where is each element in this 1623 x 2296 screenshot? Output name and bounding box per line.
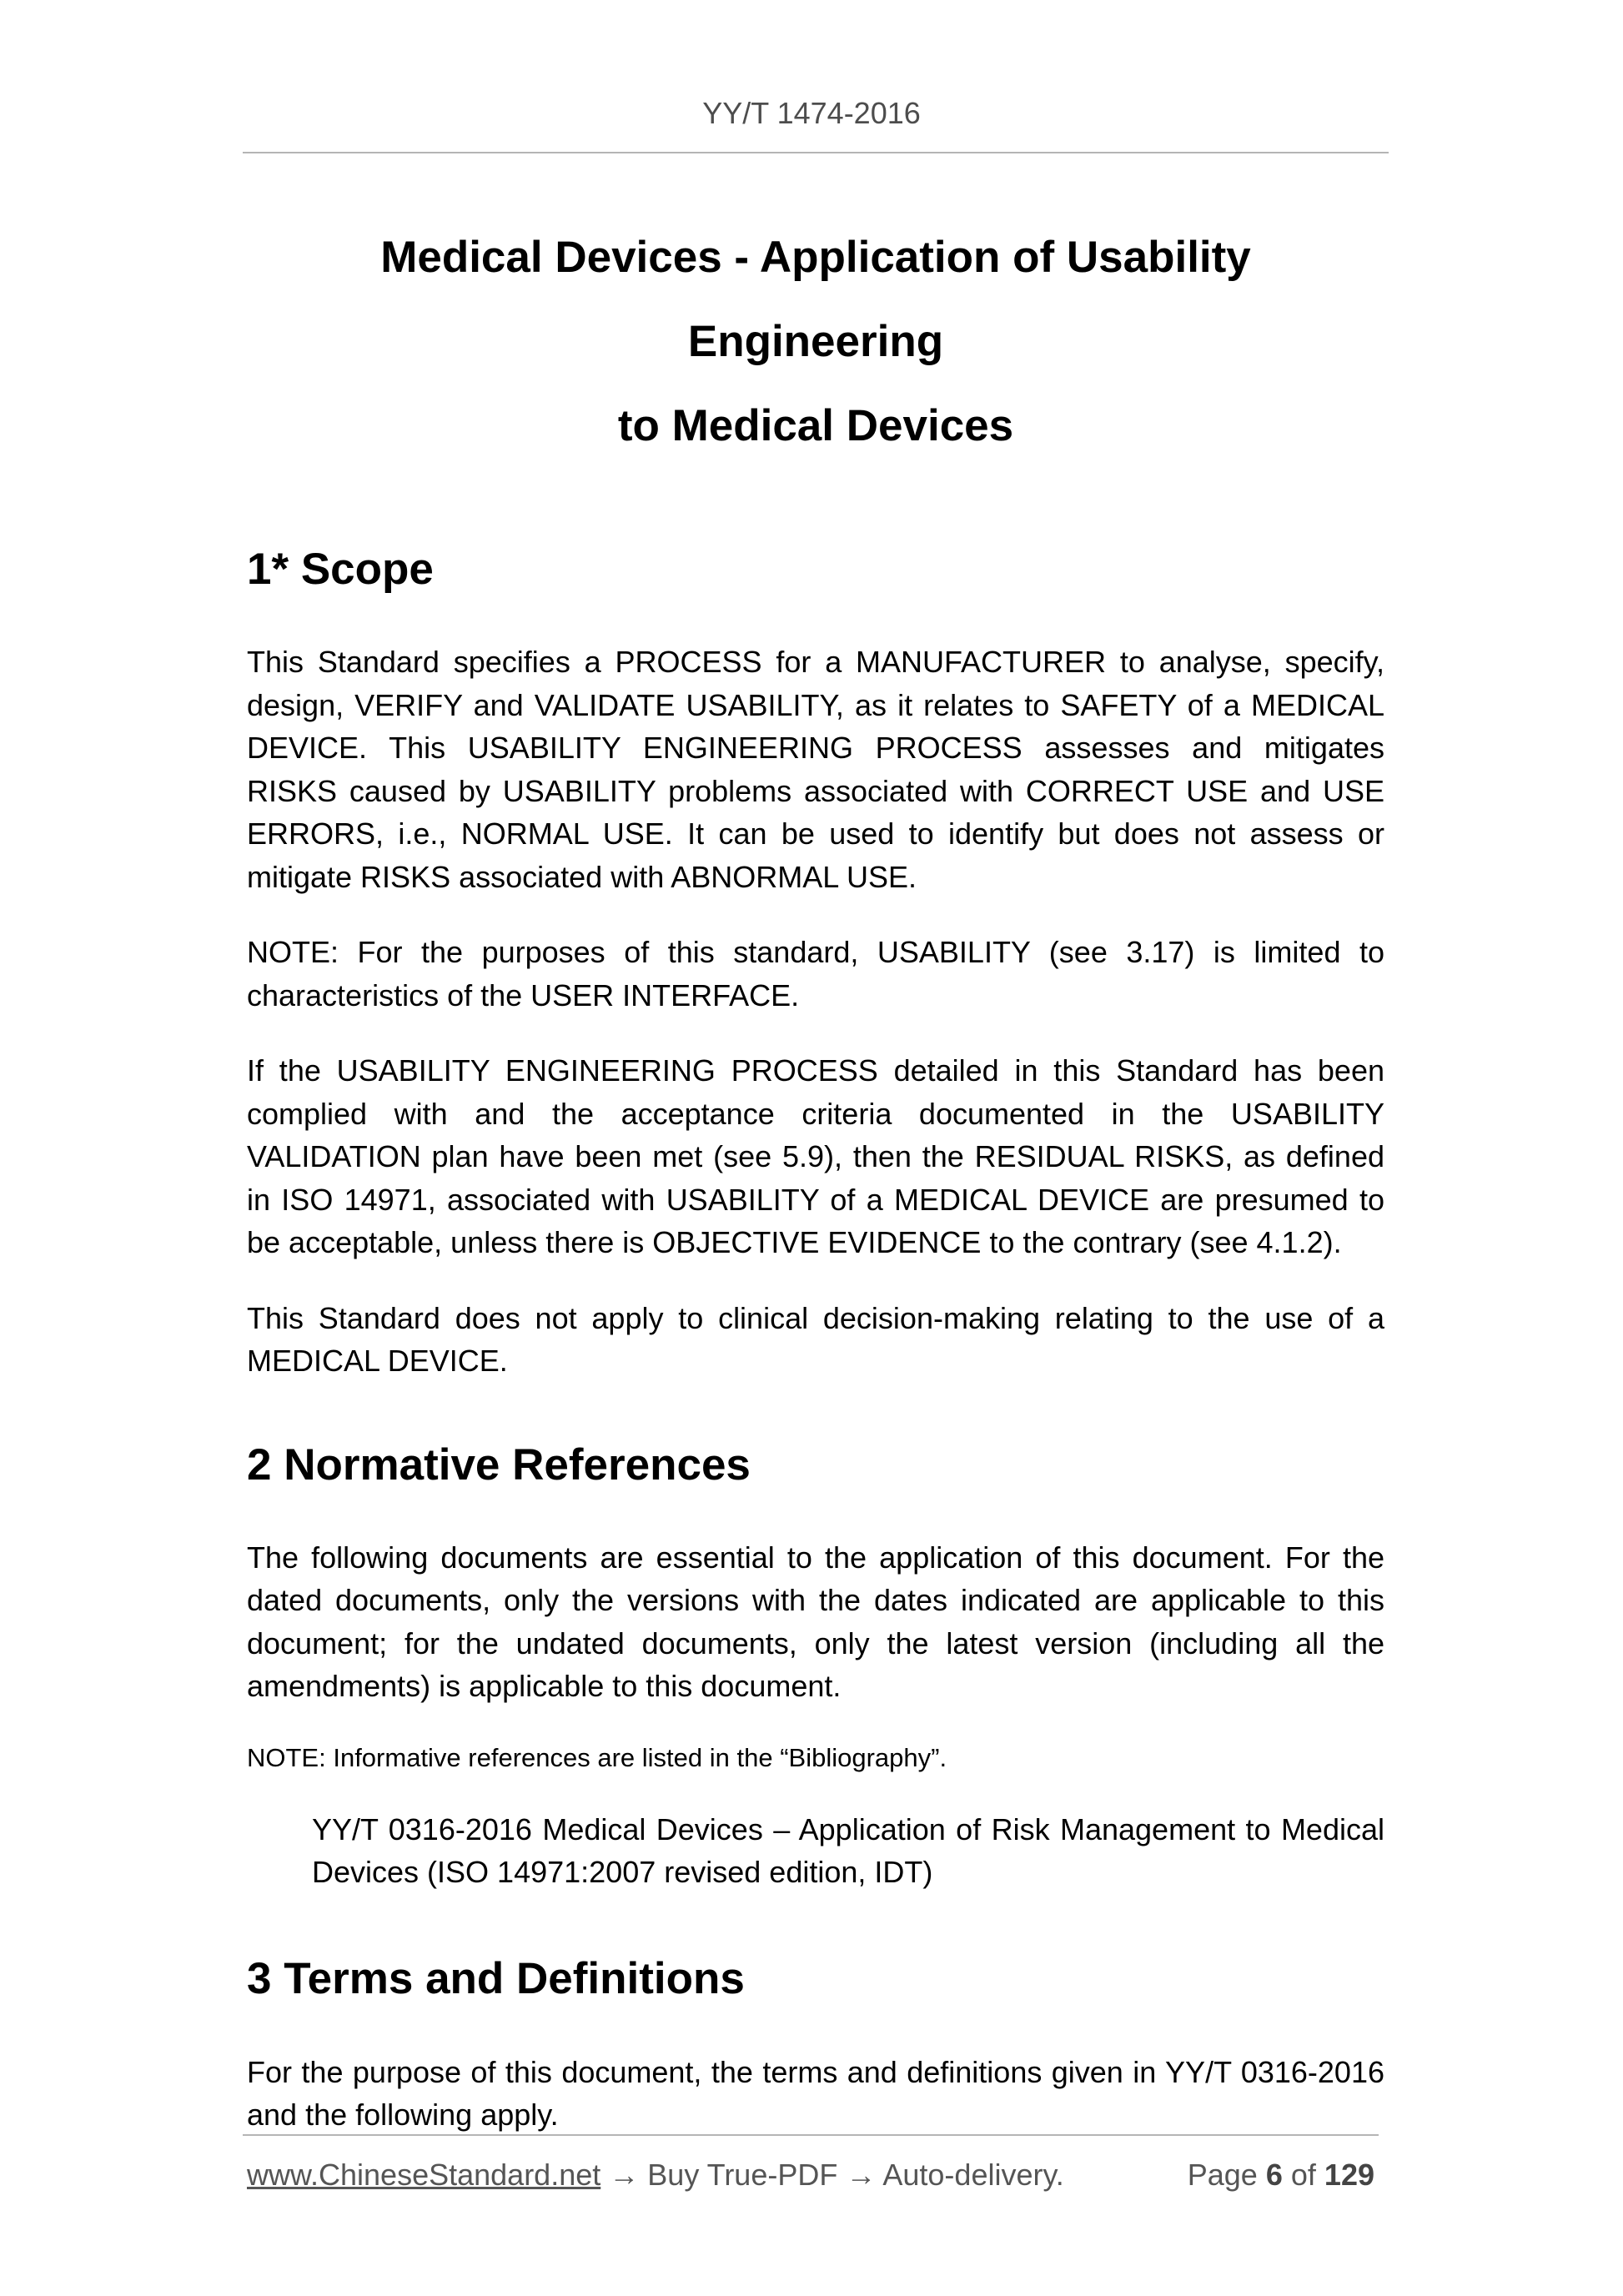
arrow-right-icon: → bbox=[609, 2158, 640, 2192]
page-of-label: of bbox=[1290, 2158, 1316, 2192]
section-heading-terms-and-definitions: 3 Terms and Definitions bbox=[247, 1953, 745, 2003]
section-heading-scope: 1* Scope bbox=[247, 545, 434, 594]
informative-references-note: NOTE: Informative references are listed in the “Bibliography”. bbox=[247, 1742, 947, 1772]
scope-paragraph-3: This Standard does not apply to clinical decision-making relating to the use of a MEDICAL DEVICE. bbox=[247, 1300, 1384, 1378]
document-title-line-1: Medical Devices - Application of Usability Engineering bbox=[380, 233, 1251, 366]
page-label: Page bbox=[1187, 2158, 1258, 2192]
buy-true-pdf-text: Buy True-PDF bbox=[647, 2158, 838, 2192]
page-current: 6 bbox=[1265, 2158, 1283, 2192]
page-total: 129 bbox=[1324, 2158, 1374, 2192]
normative-references-paragraph: The following documents are essential to the application of this document. For the dated documents, only the versions with the dates indicated are applicable to this document; for the undated documents, only the latest version (including all the amendments) is applicable to this document. bbox=[247, 1540, 1384, 1703]
normative-reference-item: YY/T 0316-2016 Medical Devices – Application of Risk Management to Medical Devices (ISO 14971:2007 revised edition, IDT) bbox=[312, 1811, 1384, 1889]
scope-paragraph-1: This Standard specifies a PROCESS for a MANUFACTURER to analyse, specify, design, VERIFY and VALIDATE USABILITY, as it relates to SAFETY of a MEDICAL DEVICE. This USABILITY ENGINEERING PROCESS assesses and mitigates RISKS caused by USABILITY problems associated with CORRECT USE and USE ERRORS, i.e., NORMAL USE. It can be used to identify but does not assess or mitigate RISKS associated with ABNORMAL USE. bbox=[247, 645, 1384, 894]
auto-delivery-text: Auto-delivery. bbox=[882, 2158, 1064, 2192]
footer-promo bbox=[247, 2154, 1064, 2196]
standard-code-header: YY/T 1474-2016 bbox=[702, 96, 921, 130]
footer-divider bbox=[243, 2134, 1379, 2136]
website-link[interactable]: www.ChineseStandard.net bbox=[247, 2158, 601, 2192]
document-title bbox=[247, 215, 1384, 468]
scope-note: NOTE: For the purposes of this standard, USABILITY (see 3.17) is limited to characteristics of the USER INTERFACE. bbox=[247, 935, 1384, 1012]
header-divider bbox=[243, 152, 1389, 153]
page-number bbox=[1188, 2154, 1374, 2196]
section-heading-normative-references: 2 Normative References bbox=[247, 1439, 751, 1490]
document-title-line-2: to Medical Devices bbox=[617, 401, 1014, 450]
page-content bbox=[247, 215, 1384, 2137]
terms-paragraph: For the purpose of this document, the terms and definitions given in YY/T 0316-2016 and the following apply. bbox=[247, 2054, 1384, 2132]
scope-paragraph-2: If the USABILITY ENGINEERING PROCESS detailed in this Standard has been complied with and the acceptance criteria documented in the USABILITY VALIDATION plan have been met (see 5.9), then the RESIDUAL RISKS, as defined in ISO 14971, associated with USABILITY of a MEDICAL DEVICE are presumed to be acceptable, unless there is OBJECTIVE EVIDENCE to the contrary (see 4.1.2). bbox=[247, 1053, 1384, 1259]
arrow-right-icon: → bbox=[846, 2158, 877, 2192]
